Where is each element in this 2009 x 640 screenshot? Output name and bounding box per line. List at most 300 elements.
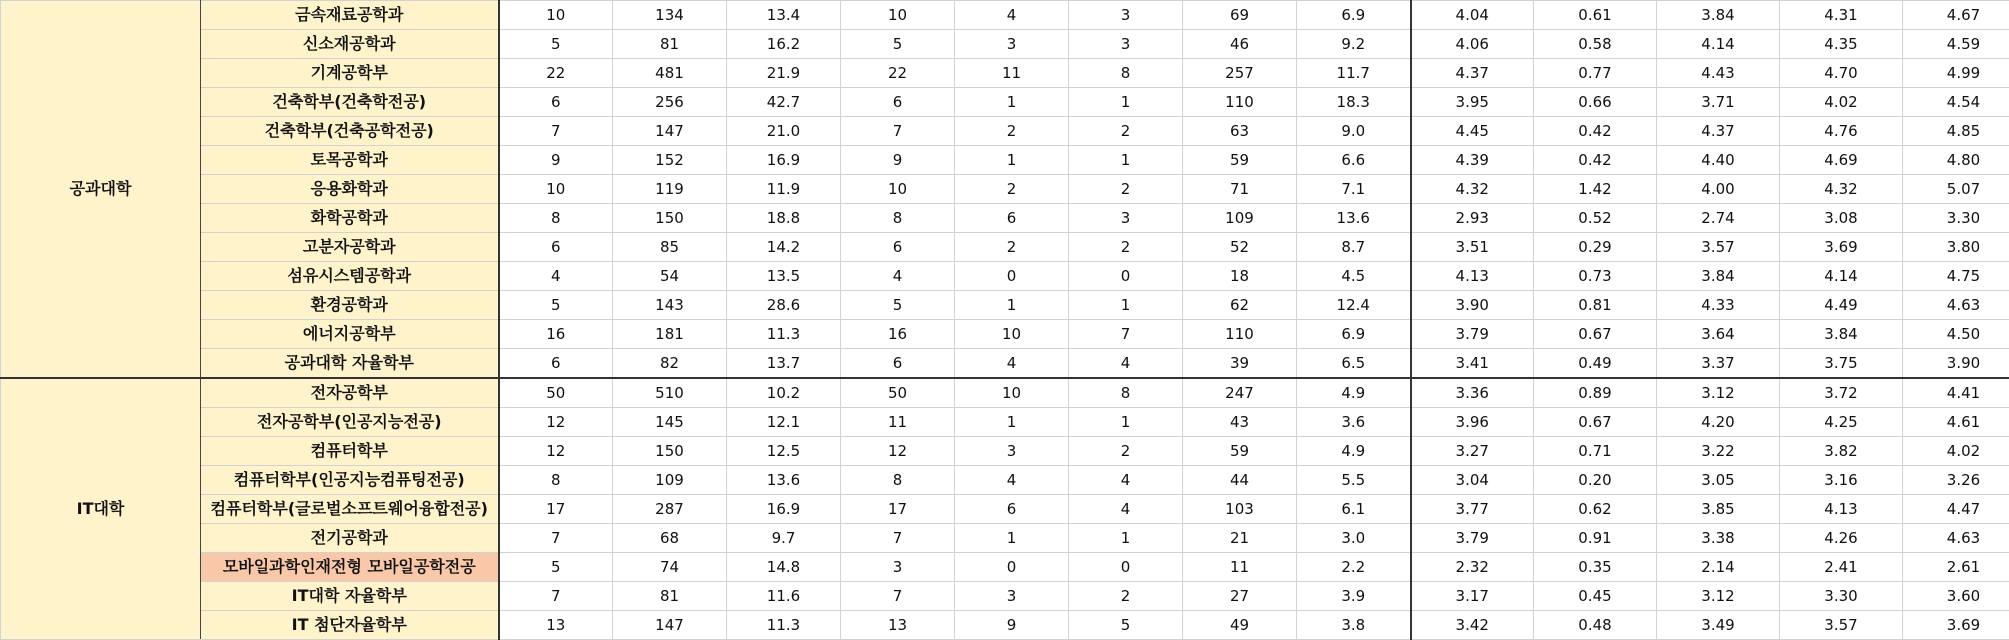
value-cell: 0 bbox=[1069, 553, 1183, 582]
value-cell: 6.1 bbox=[1297, 495, 1411, 524]
value-cell: 287 bbox=[613, 495, 727, 524]
value-cell: 14.8 bbox=[727, 553, 841, 582]
value-cell: 4.69 bbox=[1780, 146, 1903, 175]
table-row bbox=[1, 553, 2009, 582]
value-cell: 3 bbox=[841, 553, 955, 582]
value-cell: 16.2 bbox=[727, 30, 841, 59]
department-cell: 전자공학부(인공지능전공) bbox=[201, 408, 499, 437]
value-cell: 74 bbox=[613, 553, 727, 582]
value-cell: 6 bbox=[841, 349, 955, 379]
value-cell: 3.38 bbox=[1657, 524, 1780, 553]
value-cell: 81 bbox=[613, 582, 727, 611]
value-cell: 59 bbox=[1183, 437, 1297, 466]
table-row bbox=[1, 88, 2009, 117]
value-cell: 8 bbox=[1069, 59, 1183, 88]
table-row bbox=[1, 204, 2009, 233]
value-cell: 1 bbox=[1069, 88, 1183, 117]
value-cell: 0.42 bbox=[1534, 146, 1657, 175]
value-cell: 3.30 bbox=[1903, 204, 2009, 233]
value-cell: 143 bbox=[613, 291, 727, 320]
value-cell: 63 bbox=[1183, 117, 1297, 146]
value-cell: 0.35 bbox=[1534, 553, 1657, 582]
value-cell: 12 bbox=[841, 437, 955, 466]
value-cell: 13.7 bbox=[727, 349, 841, 379]
department-cell: 건축학부(건축공학전공) bbox=[201, 117, 499, 146]
value-cell: 3.69 bbox=[1780, 233, 1903, 262]
value-cell: 2 bbox=[1069, 437, 1183, 466]
table-row bbox=[1, 1, 2009, 30]
value-cell: 10 bbox=[955, 320, 1069, 349]
value-cell: 7 bbox=[841, 117, 955, 146]
value-cell: 103 bbox=[1183, 495, 1297, 524]
value-cell: 4.35 bbox=[1780, 30, 1903, 59]
value-cell: 1 bbox=[955, 408, 1069, 437]
value-cell: 50 bbox=[841, 378, 955, 408]
value-cell: 0.62 bbox=[1534, 495, 1657, 524]
value-cell: 18.3 bbox=[1297, 88, 1411, 117]
value-cell: 3.30 bbox=[1780, 582, 1903, 611]
value-cell: 12.1 bbox=[727, 408, 841, 437]
value-cell: 0.45 bbox=[1534, 582, 1657, 611]
value-cell: 4.14 bbox=[1780, 262, 1903, 291]
value-cell: 0.58 bbox=[1534, 30, 1657, 59]
value-cell: 4.02 bbox=[1903, 437, 2009, 466]
value-cell: 3.12 bbox=[1657, 378, 1780, 408]
department-cell: 신소재공학과 bbox=[201, 30, 499, 59]
value-cell: 11 bbox=[1183, 553, 1297, 582]
value-cell: 0.73 bbox=[1534, 262, 1657, 291]
value-cell: 3.04 bbox=[1411, 466, 1534, 495]
value-cell: 6 bbox=[499, 88, 613, 117]
value-cell: 6 bbox=[499, 233, 613, 262]
value-cell: 3.90 bbox=[1903, 349, 2009, 379]
value-cell: 147 bbox=[613, 611, 727, 640]
value-cell: 4.40 bbox=[1657, 146, 1780, 175]
value-cell: 16 bbox=[841, 320, 955, 349]
value-cell: 0.48 bbox=[1534, 611, 1657, 640]
value-cell: 2.32 bbox=[1411, 553, 1534, 582]
college-cell: IT대학 bbox=[1, 378, 201, 640]
value-cell: 8 bbox=[499, 204, 613, 233]
value-cell: 6 bbox=[841, 88, 955, 117]
value-cell: 3.79 bbox=[1411, 524, 1534, 553]
value-cell: 10 bbox=[499, 1, 613, 30]
value-cell: 4.45 bbox=[1411, 117, 1534, 146]
value-cell: 2.93 bbox=[1411, 204, 1534, 233]
value-cell: 4.61 bbox=[1903, 408, 2009, 437]
value-cell: 13 bbox=[499, 611, 613, 640]
value-cell: 4.63 bbox=[1903, 524, 2009, 553]
value-cell: 4.80 bbox=[1903, 146, 2009, 175]
value-cell: 11.7 bbox=[1297, 59, 1411, 88]
value-cell: 44 bbox=[1183, 466, 1297, 495]
value-cell: 3 bbox=[1069, 204, 1183, 233]
value-cell: 4.49 bbox=[1780, 291, 1903, 320]
value-cell: 1.42 bbox=[1534, 175, 1657, 204]
value-cell: 39 bbox=[1183, 349, 1297, 379]
value-cell: 3 bbox=[1069, 30, 1183, 59]
value-cell: 510 bbox=[613, 378, 727, 408]
value-cell: 4.9 bbox=[1297, 378, 1411, 408]
department-cell: 기계공학부 bbox=[201, 59, 499, 88]
value-cell: 3.8 bbox=[1297, 611, 1411, 640]
value-cell: 3.9 bbox=[1297, 582, 1411, 611]
value-cell: 3.27 bbox=[1411, 437, 1534, 466]
value-cell: 4 bbox=[955, 349, 1069, 379]
value-cell: 27 bbox=[1183, 582, 1297, 611]
department-cell: 컴퓨터학부(인공지능컴퓨팅전공) bbox=[201, 466, 499, 495]
value-cell: 4 bbox=[955, 466, 1069, 495]
value-cell: 7.1 bbox=[1297, 175, 1411, 204]
value-cell: 1 bbox=[1069, 524, 1183, 553]
value-cell: 68 bbox=[613, 524, 727, 553]
department-cell: 에너지공학부 bbox=[201, 320, 499, 349]
value-cell: 16.9 bbox=[727, 146, 841, 175]
value-cell: 21 bbox=[1183, 524, 1297, 553]
value-cell: 4.00 bbox=[1657, 175, 1780, 204]
value-cell: 43 bbox=[1183, 408, 1297, 437]
value-cell: 4.43 bbox=[1657, 59, 1780, 88]
value-cell: 4 bbox=[1069, 466, 1183, 495]
value-cell: 13.6 bbox=[1297, 204, 1411, 233]
value-cell: 4.32 bbox=[1780, 175, 1903, 204]
value-cell: 0.29 bbox=[1534, 233, 1657, 262]
value-cell: 21.0 bbox=[727, 117, 841, 146]
value-cell: 4 bbox=[955, 1, 1069, 30]
value-cell: 4.67 bbox=[1903, 1, 2009, 30]
value-cell: 0 bbox=[955, 262, 1069, 291]
value-cell: 12 bbox=[499, 437, 613, 466]
value-cell: 5 bbox=[1069, 611, 1183, 640]
value-cell: 4.59 bbox=[1903, 30, 2009, 59]
value-cell: 3.95 bbox=[1411, 88, 1534, 117]
value-cell: 16.9 bbox=[727, 495, 841, 524]
table-row bbox=[1, 262, 2009, 291]
table-body bbox=[1, 1, 2009, 640]
value-cell: 134 bbox=[613, 1, 727, 30]
value-cell: 4.39 bbox=[1411, 146, 1534, 175]
value-cell: 0.66 bbox=[1534, 88, 1657, 117]
department-cell: 모바일과학인재전형 모바일공학전공 bbox=[201, 553, 499, 582]
value-cell: 4.33 bbox=[1657, 291, 1780, 320]
value-cell: 4.76 bbox=[1780, 117, 1903, 146]
value-cell: 9.2 bbox=[1297, 30, 1411, 59]
value-cell: 4 bbox=[1069, 349, 1183, 379]
value-cell: 5 bbox=[841, 291, 955, 320]
value-cell: 0.20 bbox=[1534, 466, 1657, 495]
value-cell: 2 bbox=[955, 117, 1069, 146]
value-cell: 12.4 bbox=[1297, 291, 1411, 320]
value-cell: 42.7 bbox=[727, 88, 841, 117]
value-cell: 54 bbox=[613, 262, 727, 291]
value-cell: 16 bbox=[499, 320, 613, 349]
value-cell: 4.85 bbox=[1903, 117, 2009, 146]
value-cell: 0 bbox=[955, 553, 1069, 582]
value-cell: 4.63 bbox=[1903, 291, 2009, 320]
value-cell: 3.42 bbox=[1411, 611, 1534, 640]
value-cell: 5 bbox=[841, 30, 955, 59]
value-cell: 5 bbox=[499, 553, 613, 582]
value-cell: 7 bbox=[499, 524, 613, 553]
value-cell: 7 bbox=[1069, 320, 1183, 349]
value-cell: 3.82 bbox=[1780, 437, 1903, 466]
value-cell: 4.32 bbox=[1411, 175, 1534, 204]
value-cell: 3.84 bbox=[1657, 262, 1780, 291]
value-cell: 46 bbox=[1183, 30, 1297, 59]
value-cell: 3.75 bbox=[1780, 349, 1903, 379]
value-cell: 150 bbox=[613, 204, 727, 233]
value-cell: 9.7 bbox=[727, 524, 841, 553]
value-cell: 147 bbox=[613, 117, 727, 146]
value-cell: 6 bbox=[499, 349, 613, 379]
table-row bbox=[1, 408, 2009, 437]
department-cell: IT대학 자율학부 bbox=[201, 582, 499, 611]
department-cell: 화학공학과 bbox=[201, 204, 499, 233]
value-cell: 49 bbox=[1183, 611, 1297, 640]
value-cell: 4.47 bbox=[1903, 495, 2009, 524]
value-cell: 5 bbox=[499, 30, 613, 59]
value-cell: 22 bbox=[841, 59, 955, 88]
value-cell: 4.26 bbox=[1780, 524, 1903, 553]
value-cell: 110 bbox=[1183, 320, 1297, 349]
value-cell: 0.67 bbox=[1534, 408, 1657, 437]
department-cell: 건축학부(건축학전공) bbox=[201, 88, 499, 117]
value-cell: 0.89 bbox=[1534, 378, 1657, 408]
value-cell: 0.52 bbox=[1534, 204, 1657, 233]
value-cell: 3 bbox=[955, 582, 1069, 611]
value-cell: 4.02 bbox=[1780, 88, 1903, 117]
value-cell: 5.07 bbox=[1903, 175, 2009, 204]
value-cell: 6.6 bbox=[1297, 146, 1411, 175]
value-cell: 247 bbox=[1183, 378, 1297, 408]
value-cell: 5 bbox=[499, 291, 613, 320]
value-cell: 0 bbox=[1069, 262, 1183, 291]
value-cell: 4 bbox=[841, 262, 955, 291]
value-cell: 2 bbox=[955, 233, 1069, 262]
value-cell: 4.9 bbox=[1297, 437, 1411, 466]
value-cell: 3.64 bbox=[1657, 320, 1780, 349]
value-cell: 11.6 bbox=[727, 582, 841, 611]
value-cell: 9 bbox=[955, 611, 1069, 640]
value-cell: 2.74 bbox=[1657, 204, 1780, 233]
table-row bbox=[1, 378, 2009, 408]
value-cell: 7 bbox=[499, 582, 613, 611]
value-cell: 3.36 bbox=[1411, 378, 1534, 408]
value-cell: 0.67 bbox=[1534, 320, 1657, 349]
value-cell: 13 bbox=[841, 611, 955, 640]
value-cell: 71 bbox=[1183, 175, 1297, 204]
value-cell: 6.5 bbox=[1297, 349, 1411, 379]
value-cell: 4.41 bbox=[1903, 378, 2009, 408]
table-row bbox=[1, 291, 2009, 320]
department-cell: 컴퓨터학부 bbox=[201, 437, 499, 466]
value-cell: 8 bbox=[1069, 378, 1183, 408]
value-cell: 17 bbox=[499, 495, 613, 524]
value-cell: 6 bbox=[955, 495, 1069, 524]
value-cell: 22 bbox=[499, 59, 613, 88]
value-cell: 2 bbox=[1069, 582, 1183, 611]
value-cell: 2 bbox=[1069, 175, 1183, 204]
value-cell: 9.0 bbox=[1297, 117, 1411, 146]
value-cell: 11.3 bbox=[727, 611, 841, 640]
value-cell: 1 bbox=[955, 524, 1069, 553]
department-cell: 금속재료공학과 bbox=[201, 1, 499, 30]
value-cell: 4.54 bbox=[1903, 88, 2009, 117]
value-cell: 3.84 bbox=[1657, 1, 1780, 30]
value-cell: 109 bbox=[613, 466, 727, 495]
department-cell: 환경공학과 bbox=[201, 291, 499, 320]
value-cell: 3.41 bbox=[1411, 349, 1534, 379]
department-cell: 전자공학부 bbox=[201, 378, 499, 408]
value-cell: 4.20 bbox=[1657, 408, 1780, 437]
value-cell: 59 bbox=[1183, 146, 1297, 175]
value-cell: 10 bbox=[955, 378, 1069, 408]
value-cell: 12 bbox=[499, 408, 613, 437]
value-cell: 3.60 bbox=[1903, 582, 2009, 611]
value-cell: 62 bbox=[1183, 291, 1297, 320]
value-cell: 3 bbox=[955, 437, 1069, 466]
value-cell: 2.41 bbox=[1780, 553, 1903, 582]
value-cell: 52 bbox=[1183, 233, 1297, 262]
value-cell: 1 bbox=[955, 146, 1069, 175]
value-cell: 3.84 bbox=[1780, 320, 1903, 349]
value-cell: 0.49 bbox=[1534, 349, 1657, 379]
value-cell: 150 bbox=[613, 437, 727, 466]
value-cell: 3 bbox=[955, 30, 1069, 59]
value-cell: 3.96 bbox=[1411, 408, 1534, 437]
value-cell: 2.14 bbox=[1657, 553, 1780, 582]
value-cell: 7 bbox=[841, 524, 955, 553]
value-cell: 69 bbox=[1183, 1, 1297, 30]
value-cell: 1 bbox=[955, 88, 1069, 117]
table-row bbox=[1, 30, 2009, 59]
value-cell: 3.57 bbox=[1780, 611, 1903, 640]
value-cell: 257 bbox=[1183, 59, 1297, 88]
value-cell: 3.08 bbox=[1780, 204, 1903, 233]
value-cell: 0.91 bbox=[1534, 524, 1657, 553]
value-cell: 8.7 bbox=[1297, 233, 1411, 262]
value-cell: 4.25 bbox=[1780, 408, 1903, 437]
table-row bbox=[1, 175, 2009, 204]
value-cell: 4.70 bbox=[1780, 59, 1903, 88]
value-cell: 2 bbox=[955, 175, 1069, 204]
department-cell: 전기공학과 bbox=[201, 524, 499, 553]
value-cell: 3.12 bbox=[1657, 582, 1780, 611]
value-cell: 11.3 bbox=[727, 320, 841, 349]
value-cell: 4.04 bbox=[1411, 1, 1534, 30]
table-row bbox=[1, 466, 2009, 495]
value-cell: 12.5 bbox=[727, 437, 841, 466]
value-cell: 17 bbox=[841, 495, 955, 524]
value-cell: 4 bbox=[499, 262, 613, 291]
value-cell: 6 bbox=[841, 233, 955, 262]
table-row bbox=[1, 233, 2009, 262]
value-cell: 1 bbox=[1069, 291, 1183, 320]
value-cell: 4.50 bbox=[1903, 320, 2009, 349]
value-cell: 3.72 bbox=[1780, 378, 1903, 408]
value-cell: 3.49 bbox=[1657, 611, 1780, 640]
value-cell: 50 bbox=[499, 378, 613, 408]
value-cell: 10 bbox=[841, 1, 955, 30]
value-cell: 119 bbox=[613, 175, 727, 204]
value-cell: 0.77 bbox=[1534, 59, 1657, 88]
value-cell: 3.69 bbox=[1903, 611, 2009, 640]
department-cell: IT 첨단자율학부 bbox=[201, 611, 499, 640]
table-row bbox=[1, 146, 2009, 175]
value-cell: 0.61 bbox=[1534, 1, 1657, 30]
value-cell: 3.05 bbox=[1657, 466, 1780, 495]
value-cell: 18 bbox=[1183, 262, 1297, 291]
value-cell: 4.75 bbox=[1903, 262, 2009, 291]
value-cell: 8 bbox=[499, 466, 613, 495]
value-cell: 3.51 bbox=[1411, 233, 1534, 262]
value-cell: 2 bbox=[1069, 117, 1183, 146]
value-cell: 181 bbox=[613, 320, 727, 349]
department-cell: 토목공학과 bbox=[201, 146, 499, 175]
value-cell: 4.31 bbox=[1780, 1, 1903, 30]
table-row bbox=[1, 59, 2009, 88]
value-cell: 2.2 bbox=[1297, 553, 1411, 582]
value-cell: 3.90 bbox=[1411, 291, 1534, 320]
table-row bbox=[1, 320, 2009, 349]
value-cell: 2 bbox=[1069, 233, 1183, 262]
value-cell: 4.37 bbox=[1411, 59, 1534, 88]
value-cell: 18.8 bbox=[727, 204, 841, 233]
value-cell: 3.71 bbox=[1657, 88, 1780, 117]
value-cell: 4.13 bbox=[1411, 262, 1534, 291]
value-cell: 3.26 bbox=[1903, 466, 2009, 495]
table-row bbox=[1, 117, 2009, 146]
value-cell: 28.6 bbox=[727, 291, 841, 320]
value-cell: 13.4 bbox=[727, 1, 841, 30]
value-cell: 10 bbox=[841, 175, 955, 204]
value-cell: 81 bbox=[613, 30, 727, 59]
value-cell: 10.2 bbox=[727, 378, 841, 408]
value-cell: 2.61 bbox=[1903, 553, 2009, 582]
department-cell: 응용화학과 bbox=[201, 175, 499, 204]
value-cell: 3.16 bbox=[1780, 466, 1903, 495]
value-cell: 9 bbox=[841, 146, 955, 175]
value-cell: 11.9 bbox=[727, 175, 841, 204]
value-cell: 110 bbox=[1183, 88, 1297, 117]
department-cell: 공과대학 자율학부 bbox=[201, 349, 499, 379]
value-cell: 13.5 bbox=[727, 262, 841, 291]
value-cell: 4 bbox=[1069, 495, 1183, 524]
value-cell: 0.42 bbox=[1534, 117, 1657, 146]
value-cell: 1 bbox=[1069, 408, 1183, 437]
value-cell: 9 bbox=[499, 146, 613, 175]
value-cell: 3.57 bbox=[1657, 233, 1780, 262]
value-cell: 4.37 bbox=[1657, 117, 1780, 146]
table-row bbox=[1, 611, 2009, 640]
value-cell: 152 bbox=[613, 146, 727, 175]
value-cell: 3.17 bbox=[1411, 582, 1534, 611]
value-cell: 6.9 bbox=[1297, 320, 1411, 349]
value-cell: 85 bbox=[613, 233, 727, 262]
college-cell: 공과대학 bbox=[1, 1, 201, 379]
value-cell: 145 bbox=[613, 408, 727, 437]
value-cell: 5.5 bbox=[1297, 466, 1411, 495]
value-cell: 7 bbox=[841, 582, 955, 611]
value-cell: 3.85 bbox=[1657, 495, 1780, 524]
value-cell: 3 bbox=[1069, 1, 1183, 30]
value-cell: 0.81 bbox=[1534, 291, 1657, 320]
table-row bbox=[1, 524, 2009, 553]
value-cell: 3.0 bbox=[1297, 524, 1411, 553]
value-cell: 4.13 bbox=[1780, 495, 1903, 524]
value-cell: 4.99 bbox=[1903, 59, 2009, 88]
value-cell: 11 bbox=[841, 408, 955, 437]
